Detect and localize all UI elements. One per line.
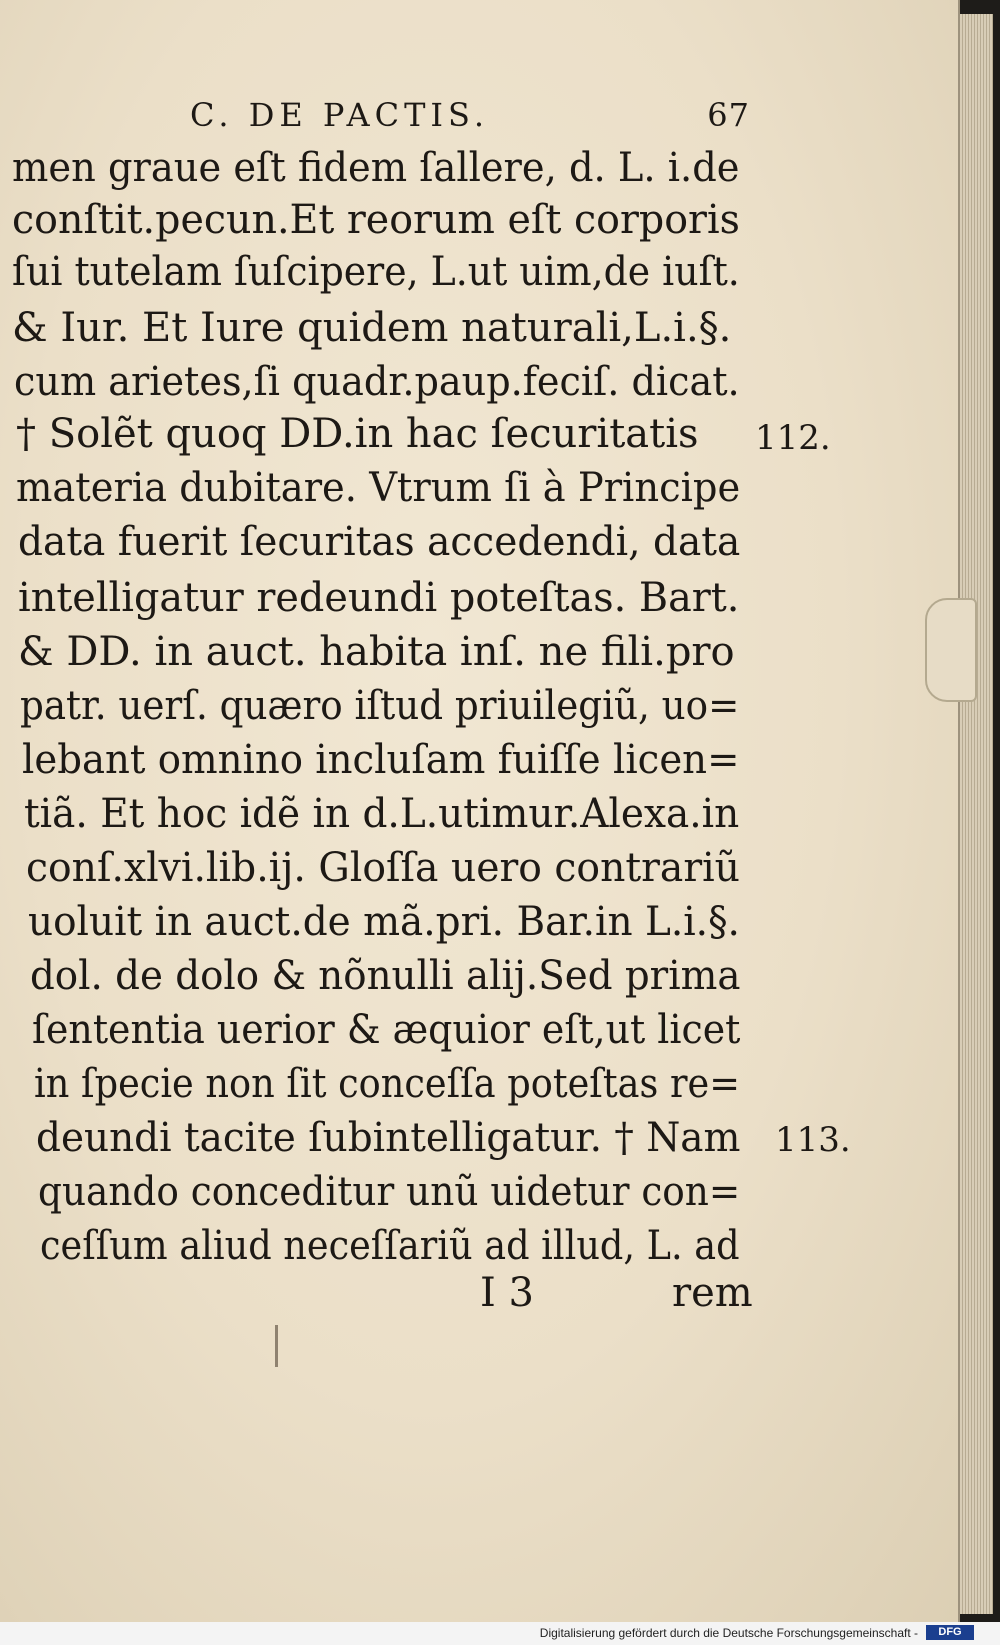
dfg-logo-icon: DFG xyxy=(926,1625,974,1640)
margin-note: 113. xyxy=(775,1120,851,1160)
page-clasp xyxy=(925,598,977,702)
funding-credit: Digitalisierung gefördert durch die Deutsche Forschungsgemeinschaft - xyxy=(539,1626,918,1640)
text-line: intelligatur redeundi poteſtas. Bart. xyxy=(18,575,740,621)
text-line: conſ.xlvi.lib.ij. Gloſſa uero contrariũ xyxy=(26,845,740,891)
ink-blemish xyxy=(275,1325,278,1367)
text-line: † Solẽt quoq DD.in hac ſecuritatis xyxy=(16,411,699,457)
text-line: & DD. in auct. habita inſ. ne fili.pro xyxy=(18,629,735,675)
text-line: ceſſum aliud neceſſariũ ad illud, L. ad xyxy=(40,1223,740,1269)
text-line: materia dubitare. Vtrum ſi à Principe xyxy=(16,465,741,511)
catchword: rem xyxy=(672,1270,753,1316)
text-line: tiã. Et hoc idẽ in d.L.utimur.Alexa.in xyxy=(24,791,740,837)
text-line: patr. uerſ. quæro iſtud priuilegiũ, uo= xyxy=(20,683,740,729)
running-head-title: C. DE PACTIS. xyxy=(190,96,489,134)
text-line: & Iur. Et Iure quidem naturali,L.i.§. xyxy=(12,305,732,351)
margin-note: 112. xyxy=(755,418,831,458)
signature-mark: I 3 xyxy=(480,1270,534,1316)
text-line: data fuerit ſecuritas accedendi, data xyxy=(18,519,741,565)
page-number: 67 xyxy=(707,96,750,134)
text-line: lebant omnino incluſam fuiſſe licen= xyxy=(22,737,740,783)
text-line: dol. de dolo & nõnulli alij.Sed prima xyxy=(30,953,741,999)
text-line: conſtit.pecun.Et reorum eſt corporis xyxy=(12,197,740,243)
text-line: men graue eſt fidem ſallere, d. L. i.de xyxy=(12,145,740,191)
text-line: ſententia uerior & æquior eſt,ut licet xyxy=(32,1007,741,1053)
text-line: quando conceditur unũ uidetur con= xyxy=(38,1169,741,1215)
text-line: deundi tacite ſubintelligatur. † Nam xyxy=(36,1115,741,1161)
text-line: ſui tutelam ſuſcipere, L.ut uim,de iuſt. xyxy=(12,249,740,295)
text-line: in ſpecie non ſit conceſſa poteſtas re= xyxy=(34,1061,740,1107)
text-line: uoluit in auct.de mã.pri. Bar.in L.i.§. xyxy=(28,899,740,945)
text-line: cum arietes,ſi quadr.paup.feciſ. dicat. xyxy=(14,359,740,405)
